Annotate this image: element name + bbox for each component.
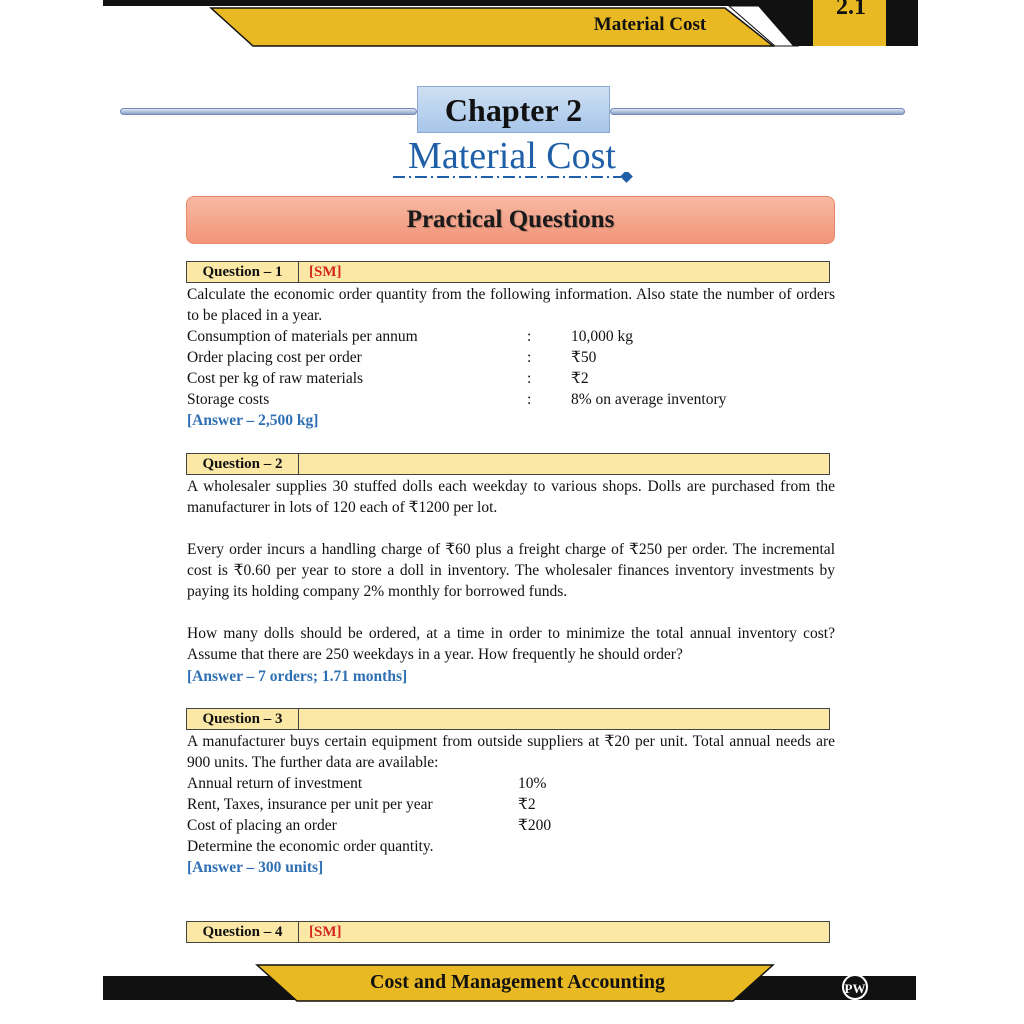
data-label: Consumption of materials per annum (187, 328, 418, 345)
question-text-line: to be placed in a year. (187, 307, 323, 324)
question-tag: [SM] (309, 924, 342, 940)
answer-text: [Answer – 2,500 kg] (187, 412, 319, 429)
question-text-line: paying its holding company 2% monthly for borrowed funds. (187, 583, 568, 600)
data-separator: : (527, 391, 532, 408)
question-text-line: A manufacturer buys certain equipment from outside suppliers at ₹20 per unit. Total annual needs are (187, 733, 835, 750)
data-separator: : (527, 370, 532, 387)
header-title: Material Cost (593, 14, 707, 35)
data-label: Cost of placing an order (187, 817, 337, 834)
question-label: Question – 3 (187, 709, 299, 729)
question-tag: [SM] (309, 264, 342, 280)
question-label: Question – 4 (187, 922, 299, 942)
data-value: ₹2 (518, 796, 536, 813)
answer-text: [Answer – 7 orders; 1.71 months] (187, 668, 408, 685)
pw-logo: PW (842, 974, 868, 1000)
data-value: ₹2 (571, 370, 589, 387)
data-value: ₹50 (571, 349, 597, 366)
question-header-bar (186, 261, 830, 283)
question-text-line: How many dolls should be ordered, at a time in order to minimize the total annual inventory cost? (187, 625, 835, 642)
chapter-title: Material Cost (408, 135, 616, 177)
question-text-line: 900 units. The further data are available: (187, 754, 439, 771)
question-text-line: Calculate the economic order quantity from the following information. Also state the number of orders (187, 286, 835, 303)
chapter-label: Chapter 2 (417, 86, 610, 133)
question-text-line: manufacturer in lots of 120 each of ₹1200 per lot. (187, 499, 498, 516)
question-label: Question – 2 (187, 454, 299, 474)
data-label: Storage costs (187, 391, 270, 408)
data-separator: : (527, 328, 532, 345)
practical-questions-banner: Practical Questions (186, 196, 835, 244)
chapter-rule-left (120, 108, 417, 115)
chapter-rule-right (610, 108, 905, 115)
data-separator: : (527, 349, 532, 366)
data-value: 8% on average inventory (571, 391, 727, 408)
question-text-line: cost is ₹0.60 per year to store a doll in inventory. The wholesaler finances inventory investments by (187, 562, 835, 579)
question-header-bar (186, 708, 830, 730)
question-text-line: Determine the economic order quantity. (187, 838, 434, 855)
question-text-line: Assume that there are 250 weekdays in a year. How frequently he should order? (187, 646, 683, 663)
answer-text: [Answer – 300 units] (187, 859, 324, 876)
title-underline-decoration (393, 172, 638, 186)
question-text-line: A wholesaler supplies 30 stuffed dolls each weekday to various shops. Dolls are purchased from the (187, 478, 835, 495)
question-label: Question – 1 (187, 262, 299, 282)
question-header-bar (186, 921, 830, 943)
data-label: Cost per kg of raw materials (187, 370, 364, 387)
page-number: 2.1 (836, 0, 866, 20)
data-label: Order placing cost per order (187, 349, 362, 366)
data-label: Rent, Taxes, insurance per unit per year (187, 796, 433, 813)
question-header-bar (186, 453, 830, 475)
question-text-line: Every order incurs a handling charge of ₹60 plus a freight charge of ₹250 per order. The incremental (187, 541, 835, 558)
data-label: Annual return of investment (187, 775, 363, 792)
data-value: 10,000 kg (571, 328, 633, 345)
header-graphic (103, 0, 918, 48)
data-value: 10% (518, 775, 547, 792)
data-value: ₹200 (518, 817, 552, 834)
footer-title: Cost and Management Accounting (369, 971, 665, 993)
